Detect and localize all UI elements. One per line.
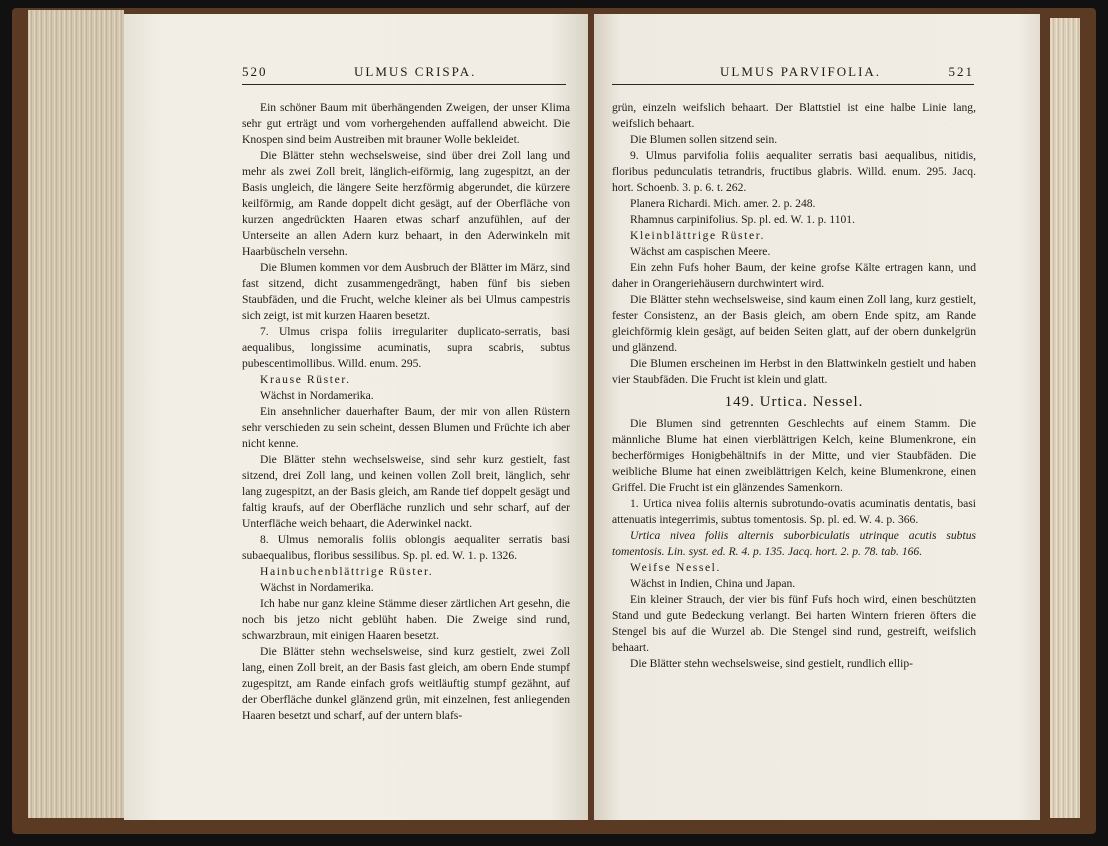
paragraph: Ein ansehnlicher dauerhafter Baum, der mir von allen Rüstern sehr verschieden zu sein scheint, dessen Blumen und Früchte ich aber nicht kenne. (242, 405, 570, 450)
paragraph: Ein kleiner Strauch, der vier bis fünf Fufs hoch wird, einen beschützten Stand und gute Bedeckung verlangt. Bei harten Wintern frieren öfters die Stengel bis auf die Wurzel ab. Die Stengel sind rund, gestreift, weifslich behaart. (612, 593, 976, 654)
paragraph: Die Blumen kommen vor dem Ausbruch der Blätter im März, sind fast sitzend, dicht zusammengedrängt, haben fünf bis sieben Staubfäden, und die Frucht, welche kleiner als bei Ulmus campestris sich zeigt, ist mit kurzen Haaren besetzt. (242, 261, 570, 322)
synonym: Urtica nivea foliis alternis suborbiculatis utrinque acutis subtus tomentosis. Lin. syst. ed. R. 4. p. 135. Jacq. hort. 2. p. 78. tab. 166. (612, 529, 976, 558)
right-running-head: ULMUS PARVIFOLIA. (720, 64, 882, 79)
left-page-header (242, 64, 566, 85)
habitat: Wächst am caspischen Meere. (630, 245, 771, 258)
paragraph: Die Blumen sind getrennten Geschlechts auf einem Stamm. Die männliche Blume hat einen vierblättrigen Kelch, keine Blumenkrone, ein becherförmiges Honigbehältnifs in der Mitte, und vier Staubfäden. Die weibliche Blume hat einen zweiblättrigen Kelch, keine Blumenkrone, einen Griffel. Die Frucht ist ein glänzendes Samenkorn. (612, 417, 976, 494)
paragraph: Die Blätter stehn wechselsweise, sind kaum einen Zoll lang, kurz gestielt, fester Consistenz, an der Basis gleich, am obern Ende spitz, am Rande gleichförmig klein gesägt, auf beiden Seiten glatt, auf der obern dunkelgrün und glänzend. (612, 293, 976, 354)
common-name: Krause Rüster. (260, 373, 351, 386)
common-name: Hainbuchenblättrige Rüster. (260, 565, 434, 578)
left-running-head: ULMUS CRISPA. (354, 64, 477, 79)
right-page-text (612, 100, 976, 672)
section-title: 149. Urtica. Nessel. (724, 394, 864, 410)
paragraph: Die Blumen sollen sitzend sein. (630, 133, 778, 146)
left-page-number: 520 (242, 64, 268, 79)
species-entry: 1. Urtica nivea foliis alternis subrotundo-ovatis acuminatis dentatis, basi attenuatis integerrimis, subtus tomentosis. Sp. pl. ed. W. 4. p. 366. (612, 497, 976, 526)
right-page (594, 14, 1040, 820)
paragraph: Die Blätter stehn wechselsweise, sind kurz gestielt, zwei Zoll lang, einen Zoll breit, an der Basis fast gleich, am obern Ende stumpf zugespitzt, am Rande einfach grofs weitläuftig stumpf gezähnt, auf der Oberfläche dunkel glänzend grün, mit einzelnen, fest anliegenden Haaren besetzt und scharf, auf der untern blafs- (242, 645, 570, 722)
habitat: Wächst in Nordamerika. (260, 581, 374, 594)
left-page-text (242, 100, 570, 724)
right-page-number: 521 (948, 64, 974, 79)
paragraph: Die Blätter stehn wechselsweise, sind über drei Zoll lang und mehr als zwei Zoll breit, länglich-eiförmig, lang zugespitzt, an der Basis ungleich, die längere Seite herzförmig abgerundet, die kürzere keilförmig, am Rande doppelt dicht gesägt, auf der Oberfläche von kurzen angedrückten Haaren etwas scharf anzufühlen, auf der Unterseite an allen Adern kurz behaart, in den Aderwinkeln mit Haarbüscheln versehn. (242, 149, 570, 258)
synonym: Planera Richardi. Mich. amer. 2. p. 248. (630, 197, 816, 210)
paragraph: Die Blätter stehn wechselsweise, sind gestielt, rundlich ellip- (630, 657, 914, 670)
common-name: Kleinblättrige Rüster. (630, 229, 766, 242)
species-entry: 8. Ulmus nemoralis foliis oblongis aequaliter serratis basi subaequalibus, floribus sessilibus. Sp. pl. ed. W. 1. p. 1326. (242, 533, 570, 562)
paragraph: Die Blumen erscheinen im Herbst in den Blattwinkeln gestielt und haben vier Staubfäden. Die Frucht ist klein und glatt. (612, 357, 976, 386)
synonym: Rhamnus carpinifolius. Sp. pl. ed. W. 1. p. 1101. (630, 213, 855, 226)
species-entry: 9. Ulmus parvifolia foliis aequaliter serratis basi aequalibus, nitidis, floribus pedunculatis tetrandris, fructibus glabris. Willd. enum. 295. Jacq. hort. Schoenb. 3. p. 6. t. 262. (612, 149, 976, 194)
right-page-header (612, 64, 974, 85)
habitat: Wächst in Indien, China und Japan. (630, 577, 796, 590)
left-page (124, 14, 588, 820)
paragraph: Die Blätter stehn wechselsweise, sind sehr kurz gestielt, fast sitzend, drei Zoll lang, und keinen vollen Zoll breit, länglich, sehr lang zugespitzt, an der Basis gleich, am Rande tief doppelt gesägt und faltig kraufs, auf der Oberfläche runzlich und sehr scharf, auf der Unterfläche weich behaart, die Aderwinkel nackt. (242, 453, 570, 530)
paragraph: Ein zehn Fufs hoher Baum, der keine grofse Kälte ertragen kann, und daher in Orangeriehäusern durchwintert wird. (612, 261, 976, 290)
paragraph: grün, einzeln weifslich behaart. Der Blattstiel ist eine halbe Linie lang, weifslich behaart. (612, 101, 976, 130)
paragraph: Ein schöner Baum mit überhängenden Zweigen, der unser Klima sehr gut erträgt und vom vorhergehenden auffallend abweicht. Die Knospen sind beim Austreiben mit brauner Wolle bekleidet. (242, 101, 570, 146)
species-entry: 7. Ulmus crispa foliis irregulariter duplicato-serratis, basi aequalibus, longissime acuminatis, supra scabris, subtus pubescentimollibus. Willd. enum. 295. (242, 325, 570, 370)
paragraph: Ich habe nur ganz kleine Stämme dieser zärtlichen Art gesehn, die noch bis jetzo nicht geblüht haben. Die Zweige sind rund, schwarzbraun, mit einigen Haaren besetzt. (242, 597, 570, 642)
page-edges-left (28, 10, 124, 818)
habitat: Wächst in Nordamerika. (260, 389, 374, 402)
common-name: Weifse Nessel. (630, 561, 722, 574)
page-edges-right (1050, 18, 1080, 818)
